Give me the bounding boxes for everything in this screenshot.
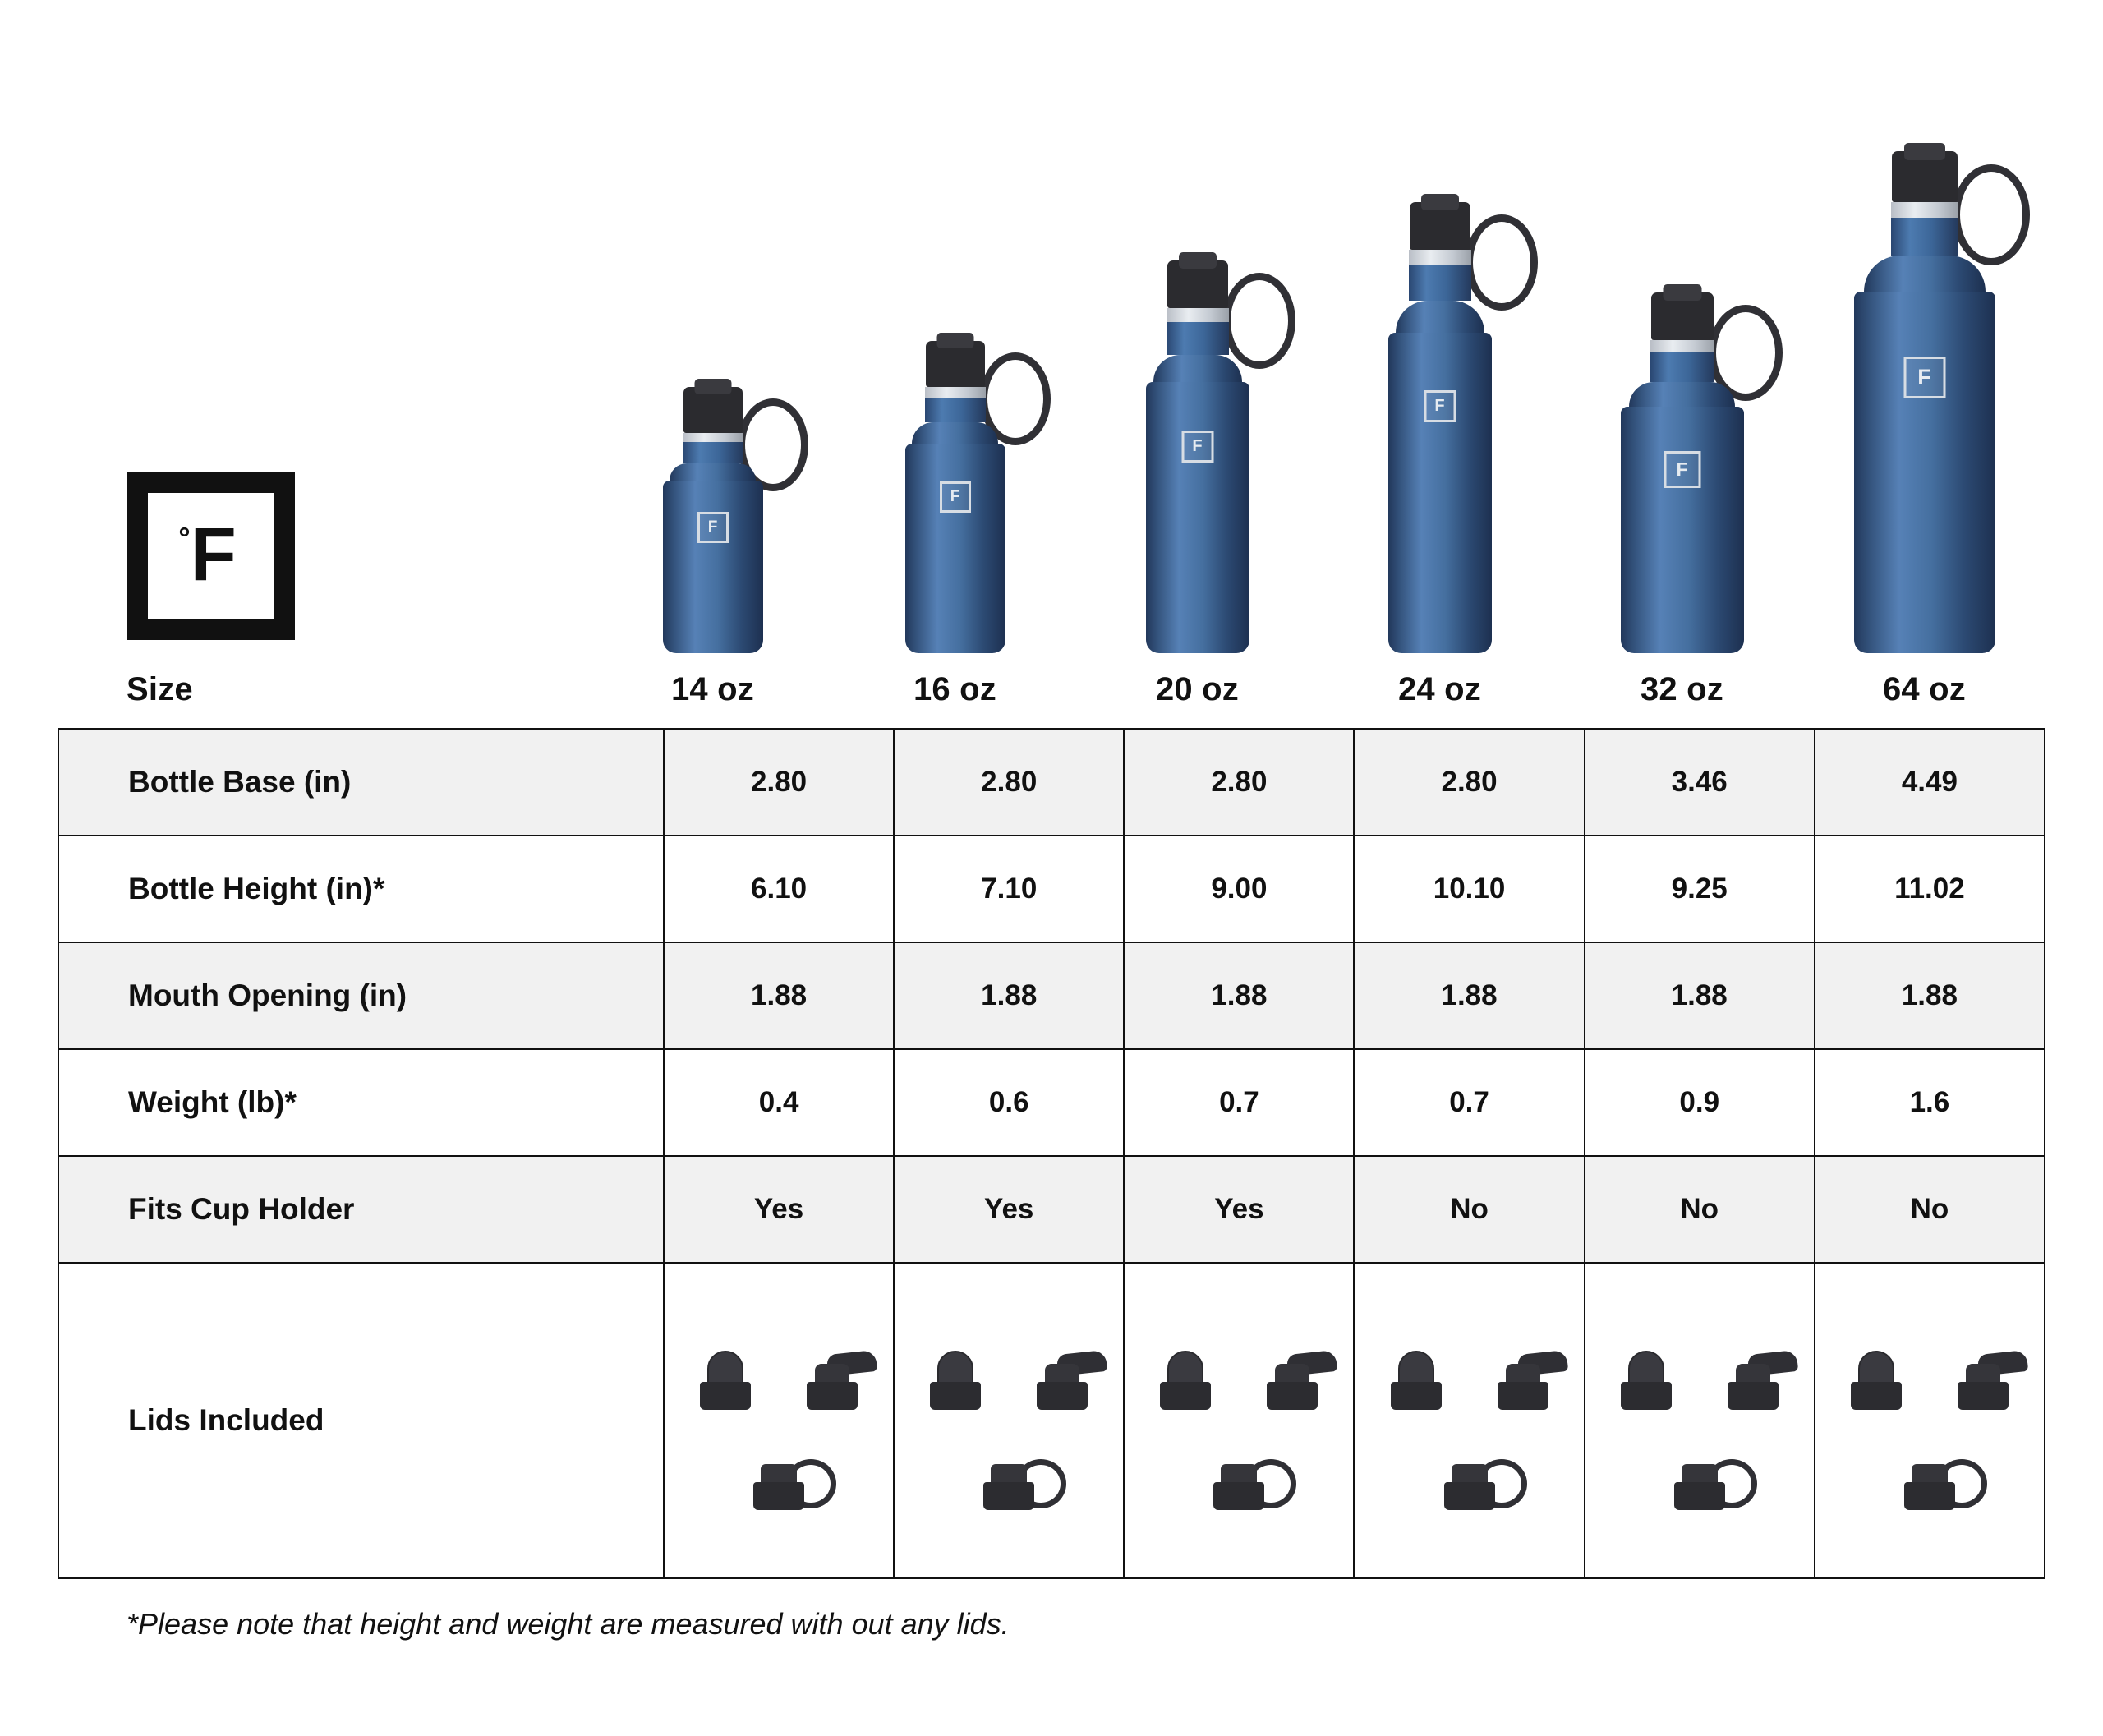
spout-lid-base: [1037, 1382, 1088, 1410]
cell-value: 1.88: [1585, 942, 1815, 1049]
bottle-cap: [1410, 202, 1470, 250]
cell-value: 2.80: [664, 729, 894, 836]
cell-value: 1.88: [894, 942, 1124, 1049]
bottle-image-16-oz: [905, 341, 1005, 653]
bottle-shoulder: [1153, 355, 1242, 382]
handle-lid-icon: [969, 1431, 1048, 1510]
bottle-cap: [926, 341, 985, 387]
cell-value: 3.46: [1585, 729, 1815, 836]
carabiner-loop-icon: [1466, 214, 1538, 311]
size-column-header: Size: [127, 671, 193, 707]
cell-value: 10.10: [1354, 836, 1584, 942]
cell-value: No: [1354, 1156, 1584, 1263]
lids-second-row: [1821, 1431, 2038, 1510]
row-label: Weight (lb)*: [58, 1049, 664, 1156]
bottle-size-label: 16 oz: [913, 671, 997, 707]
cell-value: 7.10: [894, 836, 1124, 942]
handle-lid-icon: [1890, 1431, 1969, 1510]
lids-second-row: [670, 1431, 887, 1510]
row-label: Lids Included: [58, 1263, 664, 1578]
carabiner-loop-icon: [1953, 164, 2030, 265]
bottle-size-label: 20 oz: [1155, 671, 1240, 707]
cell-value: 0.9: [1585, 1049, 1815, 1156]
spout-lid-base: [1267, 1382, 1318, 1410]
bottle-logo-mark: [940, 481, 971, 513]
bottle-column-16-oz: [834, 0, 1076, 723]
handle-lid-base: [1674, 1482, 1725, 1510]
cell-value: 0.6: [894, 1049, 1124, 1156]
bottle-cap: [1892, 151, 1958, 202]
bottle-logo-mark: [1903, 357, 1945, 398]
bottle-size-label: 24 oz: [1397, 671, 1482, 707]
water-bottle-icon: [663, 387, 763, 653]
spout-lid-base: [1498, 1382, 1548, 1410]
bottle-column-32-oz: [1561, 0, 1803, 723]
spout-lid-icon: [793, 1331, 872, 1410]
table-row: [58, 729, 2045, 836]
flip-lid-base: [1851, 1382, 1902, 1410]
table-row: [58, 942, 2045, 1049]
spout-lid-base: [1958, 1382, 2009, 1410]
handle-lid-icon: [1430, 1431, 1509, 1510]
bottle-logo-letter: F: [1917, 365, 1931, 389]
water-bottle-icon: [1854, 151, 1995, 653]
cap-top: [694, 379, 731, 394]
flip-lid-icon: [1837, 1331, 1916, 1410]
bottle-logo-mark: [1424, 390, 1456, 422]
lids-second-row: [1360, 1431, 1577, 1510]
flip-lid-icon: [1146, 1331, 1225, 1410]
cell-value: 2.80: [894, 729, 1124, 836]
bottle-column-20-oz: [1076, 0, 1318, 723]
row-label: Bottle Height (in)*: [58, 836, 664, 942]
row-label: Mouth Opening (in): [58, 942, 664, 1049]
bottle-shoulder: [670, 463, 756, 481]
cell-value: 11.02: [1815, 836, 2045, 942]
cell-value: 4.49: [1815, 729, 2045, 836]
flip-lid-dome: [707, 1351, 743, 1385]
bottle-body: [1854, 292, 1995, 653]
flip-lid-base: [930, 1382, 981, 1410]
cell-value: 2.80: [1354, 729, 1584, 836]
handle-lid-icon: [1199, 1431, 1278, 1510]
handle-lid-base: [983, 1482, 1034, 1510]
row-label: Bottle Base (in): [58, 729, 664, 836]
bottle-neck: [1409, 265, 1471, 301]
bottle-body: [1388, 333, 1492, 653]
cell-value: 1.88: [1124, 942, 1354, 1049]
bottle-collar: [1891, 202, 1958, 218]
handle-lid-base: [1444, 1482, 1495, 1510]
flip-lid-base: [1160, 1382, 1211, 1410]
cell-lids: [664, 1263, 894, 1578]
bottle-column-24-oz: [1318, 0, 1561, 723]
flip-lid-dome: [1167, 1351, 1203, 1385]
carabiner-loop-icon: [1223, 273, 1295, 369]
flip-lid-dome: [937, 1351, 973, 1385]
brand-letter: F: [190, 512, 235, 596]
cap-top: [1421, 194, 1459, 210]
bottle-body: [905, 444, 1005, 653]
bottle-image-32-oz: [1621, 292, 1744, 653]
flip-lid-base: [1391, 1382, 1442, 1410]
bottle-logo-letter: F: [1434, 397, 1445, 415]
flip-lid-dome: [1398, 1351, 1434, 1385]
cell-lids: [1354, 1263, 1584, 1578]
water-bottle-icon: [1146, 260, 1249, 653]
cell-value: 1.6: [1815, 1049, 2045, 1156]
lids-second-row: [1130, 1431, 1347, 1510]
spout-lid-icon: [1484, 1331, 1562, 1410]
cell-value: Yes: [894, 1156, 1124, 1263]
cell-value: 1.88: [664, 942, 894, 1049]
bottle-cap: [683, 387, 743, 433]
lids-second-row: [900, 1431, 1117, 1510]
spout-lid-icon: [1944, 1331, 2022, 1410]
bottle-image-24-oz: [1388, 202, 1492, 653]
cap-top: [936, 333, 973, 348]
bottle-logo-mark: [697, 512, 729, 543]
bottle-image-20-oz: [1146, 260, 1249, 653]
table-row: [58, 1156, 2045, 1263]
cell-lids: [1585, 1263, 1815, 1578]
cell-lids: [1124, 1263, 1354, 1578]
flip-lid-icon: [1377, 1331, 1456, 1410]
bottle-neck: [1167, 322, 1229, 355]
cap-top: [1179, 252, 1217, 269]
flip-lid-icon: [686, 1331, 765, 1410]
bottle-image-64-oz: [1854, 151, 1995, 653]
flip-lid-dome: [1628, 1351, 1664, 1385]
water-bottle-icon: [1388, 202, 1492, 653]
cell-lids: [894, 1263, 1124, 1578]
cell-value: 0.7: [1354, 1049, 1584, 1156]
lids-included-set: [1355, 1323, 1582, 1518]
bottle-logo-letter: F: [950, 488, 960, 505]
bottle-collar: [1409, 250, 1471, 265]
bottle-size-label: 14 oz: [670, 671, 755, 707]
handle-lid-icon: [739, 1431, 818, 1510]
bottle-logo-letter: F: [1676, 458, 1688, 480]
cell-value: No: [1585, 1156, 1815, 1263]
cell-value: 9.00: [1124, 836, 1354, 942]
bottle-collar: [1167, 308, 1229, 322]
cell-value: No: [1815, 1156, 2045, 1263]
lids-included-set: [1125, 1323, 1352, 1518]
bottle-neck: [925, 398, 986, 422]
spout-lid-icon: [1253, 1331, 1332, 1410]
cell-lids: [1815, 1263, 2045, 1578]
spout-lid-icon: [1023, 1331, 1102, 1410]
spec-table: [58, 728, 2045, 1579]
bottle-logo-mark: [1181, 431, 1213, 463]
spout-lid-base: [807, 1382, 858, 1410]
cell-value: 0.7: [1124, 1049, 1354, 1156]
brand-logo: [127, 472, 295, 640]
cell-value: 6.10: [664, 836, 894, 942]
bottle-collar: [1650, 340, 1714, 352]
bottle-neck: [1650, 352, 1714, 382]
bottle-image-14-oz: [663, 387, 763, 653]
bottle-cap: [1651, 292, 1714, 340]
flip-lid-base: [1621, 1382, 1672, 1410]
handle-lid-base: [1904, 1482, 1955, 1510]
cell-value: Yes: [664, 1156, 894, 1263]
footnote: *Please note that height and weight are measured with out any lids.: [127, 1607, 1010, 1641]
bottle-body: [1621, 407, 1744, 653]
cell-value: 2.80: [1124, 729, 1354, 836]
flip-lid-icon: [916, 1331, 995, 1410]
cell-value: 1.88: [1354, 942, 1584, 1049]
lids-included-set: [1816, 1323, 2043, 1518]
bottle-logo-letter: F: [1192, 437, 1203, 455]
table-row: [58, 836, 2045, 942]
cell-value: 9.25: [1585, 836, 1815, 942]
bottle-shoulder: [912, 422, 998, 444]
cap-top: [1904, 143, 1945, 160]
handle-lid-base: [753, 1482, 804, 1510]
lids-included-set: [895, 1323, 1122, 1518]
bottle-column-14-oz: [591, 0, 834, 723]
spout-lid-icon: [1714, 1331, 1792, 1410]
bottle-logo-mark: [1664, 451, 1700, 488]
bottle-shoulder: [1629, 382, 1735, 407]
brand-logo-glyph: [178, 512, 235, 596]
bottle-cap: [1167, 260, 1228, 308]
bottle-column-64-oz: [1803, 0, 2045, 723]
handle-lid-icon: [1660, 1431, 1739, 1510]
lids-included-set: [1586, 1323, 1813, 1518]
water-bottle-icon: [1621, 292, 1744, 653]
cell-value: 0.4: [664, 1049, 894, 1156]
bottle-shoulder: [1396, 301, 1484, 333]
cell-value: Yes: [1124, 1156, 1354, 1263]
bottle-body: [1146, 382, 1249, 653]
bottle-illustration-row: [58, 0, 2045, 723]
flip-lid-icon: [1607, 1331, 1686, 1410]
bottle-neck: [683, 442, 743, 463]
table-row: [58, 1049, 2045, 1156]
bottle-size-label: 32 oz: [1640, 671, 1724, 707]
lids-second-row: [1591, 1431, 1808, 1510]
water-bottle-icon: [905, 341, 1005, 653]
row-label: Fits Cup Holder: [58, 1156, 664, 1263]
bottles-group: [591, 0, 2045, 723]
cap-top: [1663, 284, 1701, 301]
bottle-size-label: 64 oz: [1882, 671, 1967, 707]
spout-lid-base: [1728, 1382, 1779, 1410]
bottle-collar: [683, 433, 743, 442]
table-row-lids: [58, 1263, 2045, 1578]
degree-symbol: °: [178, 520, 189, 555]
bottle-logo-letter: F: [707, 518, 718, 536]
bottle-shoulder: [1864, 256, 1986, 292]
flip-lid-base: [700, 1382, 751, 1410]
cell-value: 1.88: [1815, 942, 2045, 1049]
bottle-collar: [925, 387, 986, 398]
bottle-body: [663, 481, 763, 653]
brand-logo-cell: [58, 472, 591, 723]
handle-lid-base: [1213, 1482, 1264, 1510]
lids-included-set: [665, 1323, 892, 1518]
flip-lid-dome: [1858, 1351, 1894, 1385]
bottle-neck: [1891, 218, 1958, 256]
